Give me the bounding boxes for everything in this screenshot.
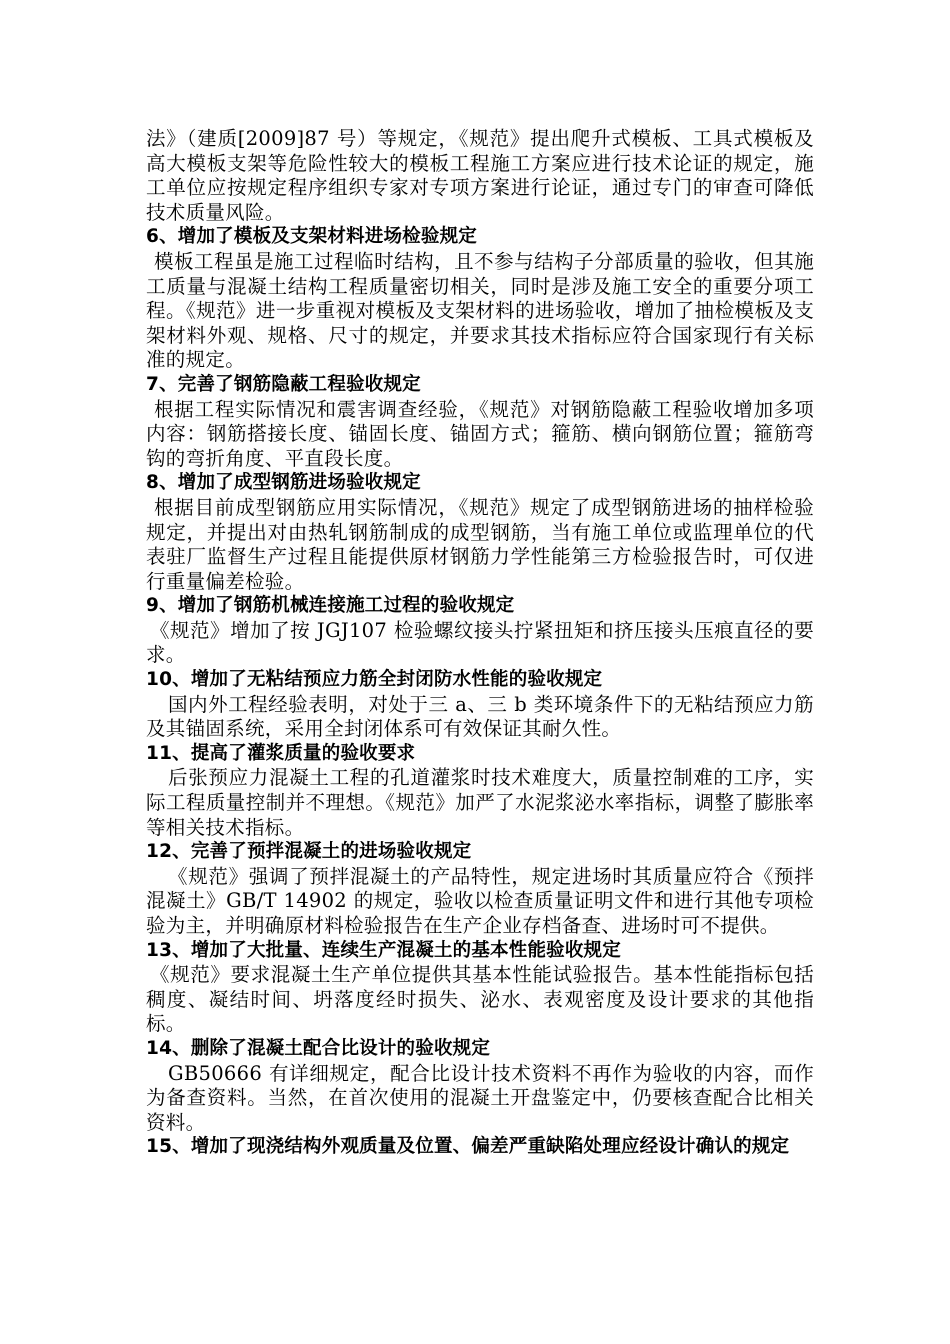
section-body-11: 后张预应力混凝土工程的孔道灌浆时技术难度大，质量控制难的工序，实际工程质量控制并不理想。《规范》加严了水泥浆泌水率指标，调整了膨胀率等相关技术指标。 [146,766,814,839]
section-body-8: 根据目前成型钢筋应用实际情况，《规范》规定了成型钢筋进场的抽样检验规定，并提出对由热轧钢筋制成的成型钢筋，当有施工单位或监理单位的代表驻厂监督生产过程且能提供原材钢筋力学性能第三方检验报告时，可仅进行重量偏差检验。 [146,495,814,593]
section-heading-9: 9、增加了钢筋机械连接施工过程的验收规定 [146,595,515,617]
document-page [146,127,814,1160]
section-heading-12: 12、完善了预拌混凝土的进场验收规定 [146,841,472,863]
section-body-6: 模板工程虽是施工过程临时结构，且不参与结构子分部质量的验收，但其施工质量与混凝土结构工程质量密切相关，同时是涉及施工安全的重要分项工程。《规范》进一步重视对模板及支架材料的进场验收，增加了抽检模板及支架材料外观、规格、尺寸的规定，并要求其技术指标应符合国家现行有关标准的规定。 [146,249,814,372]
section-heading-8: 8、增加了成型钢筋进场验收规定 [146,472,421,494]
section-body-7: 根据工程实际情况和震害调查经验，《规范》对钢筋隐蔽工程验收增加多项内容：钢筋搭接长度、锚固长度、锚固方式；箍筋、横向钢筋位置；箍筋弯钩的弯折角度、平直段长度。 [146,397,814,470]
section-heading-14: 14、删除了混凝土配合比设计的验收规定 [146,1037,491,1059]
section-body-12: 《规范》强调了预拌混凝土的产品特性，规定进场时其质量应符合《预拌混凝土》GB/T 14902 的规定，验收以检查质量证明文件和进行其他专项检验为主，并明确原材料检验报告在生产企业存档备查、进场时可不提供。 [146,864,814,937]
section-heading-10: 10、增加了无粘结预应力筋全封闭防水性能的验收规定 [146,669,603,691]
section-body-13: 《规范》要求混凝土生产单位提供其基本性能试验报告。基本性能指标包括稠度、凝结时间、坍落度经时损失、泌水、表观密度及设计要求的其他指标。 [146,963,814,1036]
section-heading-7: 7、完善了钢筋隐蔽工程验收规定 [146,373,421,395]
section-heading-15: 15、增加了现浇结构外观质量及位置、偏差严重缺陷处理应经设计确认的规定 [146,1136,790,1158]
section-body-9: 《规范》增加了按 JGJ107 检验螺纹接头拧紧扭矩和挤压接头压痕直径的要求。 [146,618,814,667]
section-heading-13: 13、增加了大批量、连续生产混凝土的基本性能验收规定 [146,939,621,961]
intro-paragraph: 法》（建质[2009]87 号）等规定，《规范》提出爬升式模板、工具式模板及高大模板支架等危险性较大的模板工程施工方案应进行技术论证的规定，施工单位应按规定程序组织专家对专项方案进行论证，通过专门的审查可降低技术质量风险。 [146,127,814,224]
section-body-14: GB50666 有详细规定，配合比设计技术资料不再作为验收的内容，而作为备查资料。当然，在首次使用的混凝土开盘鉴定中，仍要核查配合比相关资料。 [146,1061,814,1134]
section-body-10: 国内外工程经验表明，对处于三 a、三 b 类环境条件下的无粘结预应力筋及其锚固系统，采用全封闭体系可有效保证其耐久性。 [146,692,814,741]
section-heading-6: 6、增加了模板及支架材料进场检验规定 [146,226,477,248]
section-heading-11: 11、提高了灌浆质量的验收要求 [146,742,416,764]
